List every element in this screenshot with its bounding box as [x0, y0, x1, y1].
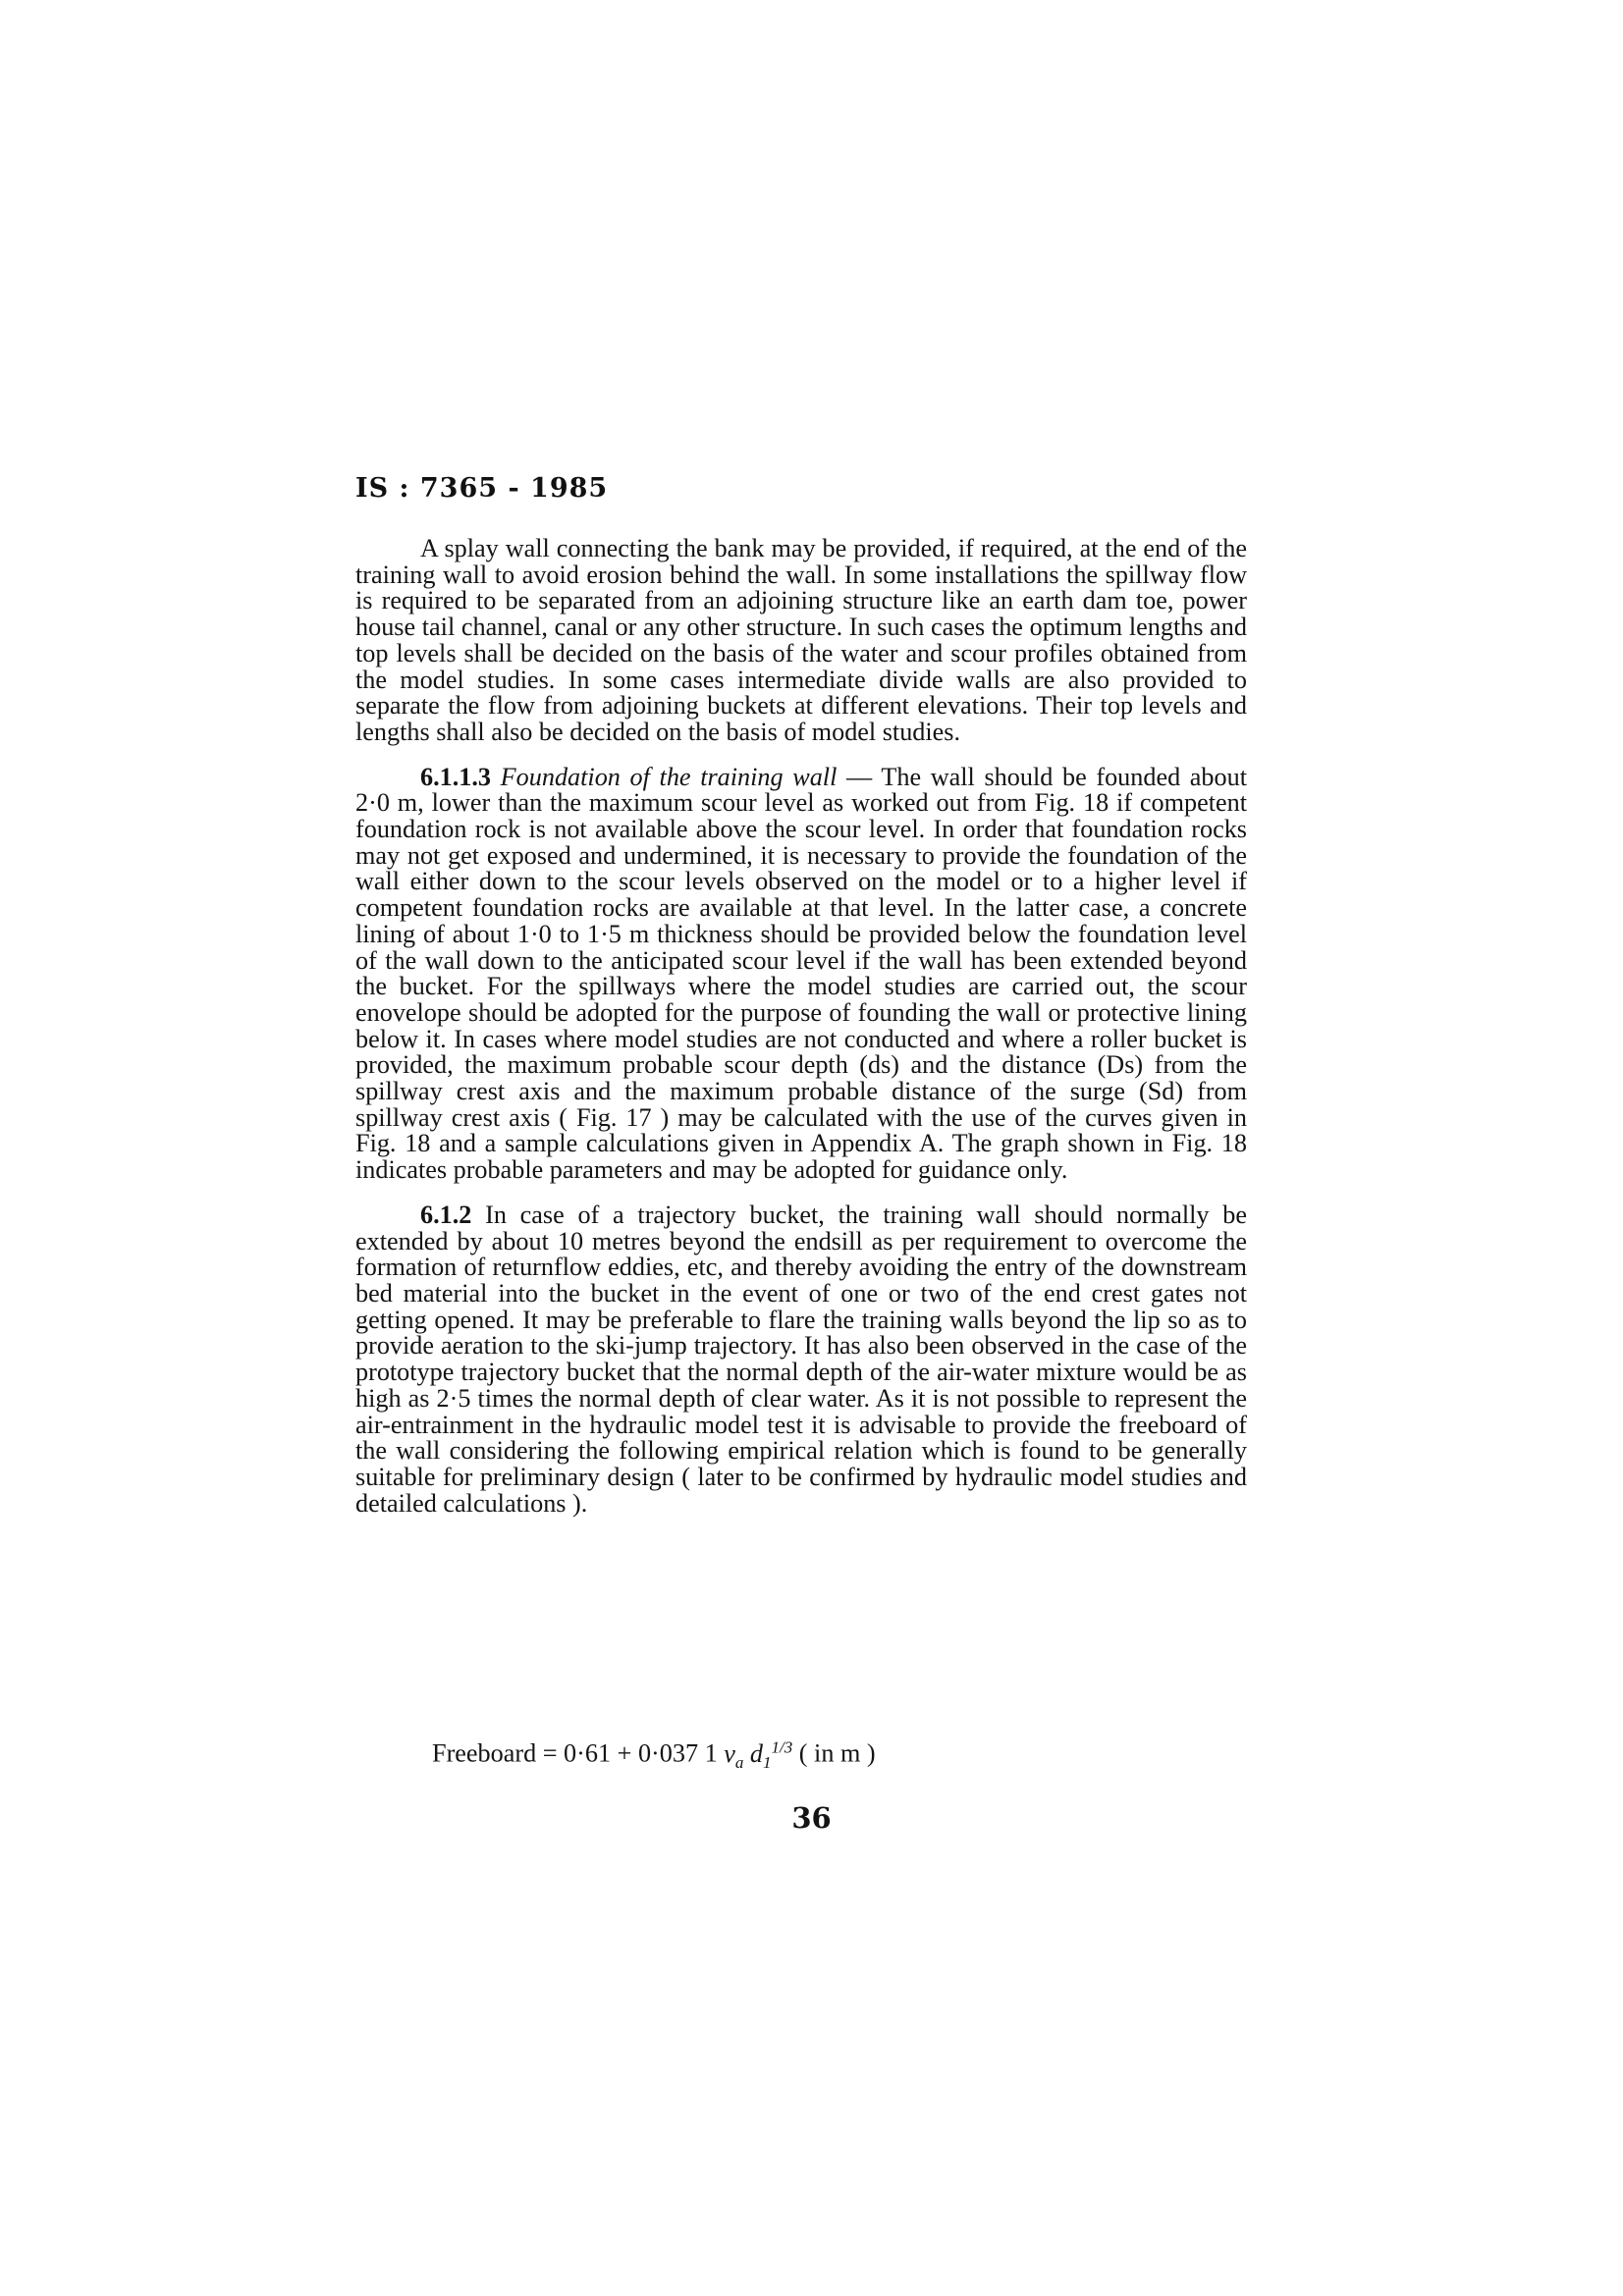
- formula-velocity: $v_a$: [724, 1738, 744, 1772]
- formula-equals: =: [542, 1738, 558, 1768]
- paragraph-splay-wall: [355, 536, 1247, 746]
- formula-lhs: Freeboard: [432, 1738, 537, 1768]
- clause-number: 6.1.2: [420, 1200, 472, 1229]
- formula-constant: 0·61: [564, 1738, 612, 1768]
- paragraph-text: A splay wall connecting the bank may be provided, if required, at the end of the training wall to avoid erosion behind the wall. In some installations the spillway flow is required to be separated from an adjoining structure like an earth dam toe, power house tail channel, canal or any other structure. In such cases the optimum lengths and top levels shall be decided on the basis of the water and scour profiles obtained from the model studies. In some cases intermediate divide walls are also provided to separate the flow from adjoining buckets at different elevations. Their top levels and lengths shall also be decided on the basis of model studies.: [355, 534, 1247, 746]
- formula-coefficient: 0·037 1: [637, 1738, 718, 1768]
- formula-unit: ( in m ): [798, 1738, 876, 1768]
- clause-subheading: Foundation of the training wall: [500, 762, 838, 791]
- standard-number-header: IS : 7365 - 1985: [355, 473, 609, 504]
- page-number: 36: [791, 1801, 832, 1835]
- formula-depth: $d_1^{1/3}$: [749, 1737, 793, 1772]
- paragraph-text: In case of a trajectory bucket, the training wall should normally be extended by about 10 metres beyond the endsill as per requirement to overcome the formation of returnflow eddies, etc, and thereby avoiding the entry of the downstream bed material into the bucket in the event of one or two of the end crest gates not getting opened. It may be preferable to flare the training walls beyond the lip so as to provide aeration to the ski-jump trajectory. It has also been observed in the case of the prototype trajectory bucket that the normal depth of the air-water mixture would be as high as 2·5 times the normal depth of clear water. As it is not possible to represent the air-entrainment in the hydraulic model test it is advisable to provide the freeboard of the wall considering the following empirical relation which is found to be generally suitable for preliminary design ( later to be confirmed by hydraulic model studies and detailed calculations ).: [355, 1200, 1247, 1518]
- formula-plus: +: [617, 1738, 632, 1768]
- paragraph-trajectory-bucket: [355, 1202, 1247, 1517]
- body-text: [355, 536, 1247, 1517]
- freeboard-formula: [432, 1733, 876, 1778]
- clause-number: 6.1.1.3: [420, 762, 492, 791]
- paragraph-text: — The wall should be founded about 2·0 m, lower than the maximum scour level as worked out from Fig. 18 if competent foundation rock is not available above the scour level. In order that foundation rocks may not get exposed and undermined, it is necessary to provide the foundation of the wall either down to the scour levels observed on the model or to a higher level if competent foundation rocks are available at that level. In the latter case, a concrete lining of about 1·0 to 1·5 m thickness should be provided below the foundation level of the wall down to the anticipated scour level if the wall has been extended beyond the bucket. For the spillways where the model studies are carried out, the scour enovelope should be adopted for the purpose of founding the wall or protective lining below it. In cases where model studies are not conducted and where a roller bucket is provided, the maximum probable scour depth (ds) and the distance (Ds) from the spillway crest axis and the maximum probable distance of the surge (Sd) from spillway crest axis ( Fig. 17 ) may be calculated with the use of the curves given in Fig. 18 and a sample calculations given in Appendix A. The graph shown in Fig. 18 indicates probable parameters and may be adopted for guidance only.: [355, 762, 1247, 1185]
- paragraph-foundation-training-wall: [355, 762, 1247, 1185]
